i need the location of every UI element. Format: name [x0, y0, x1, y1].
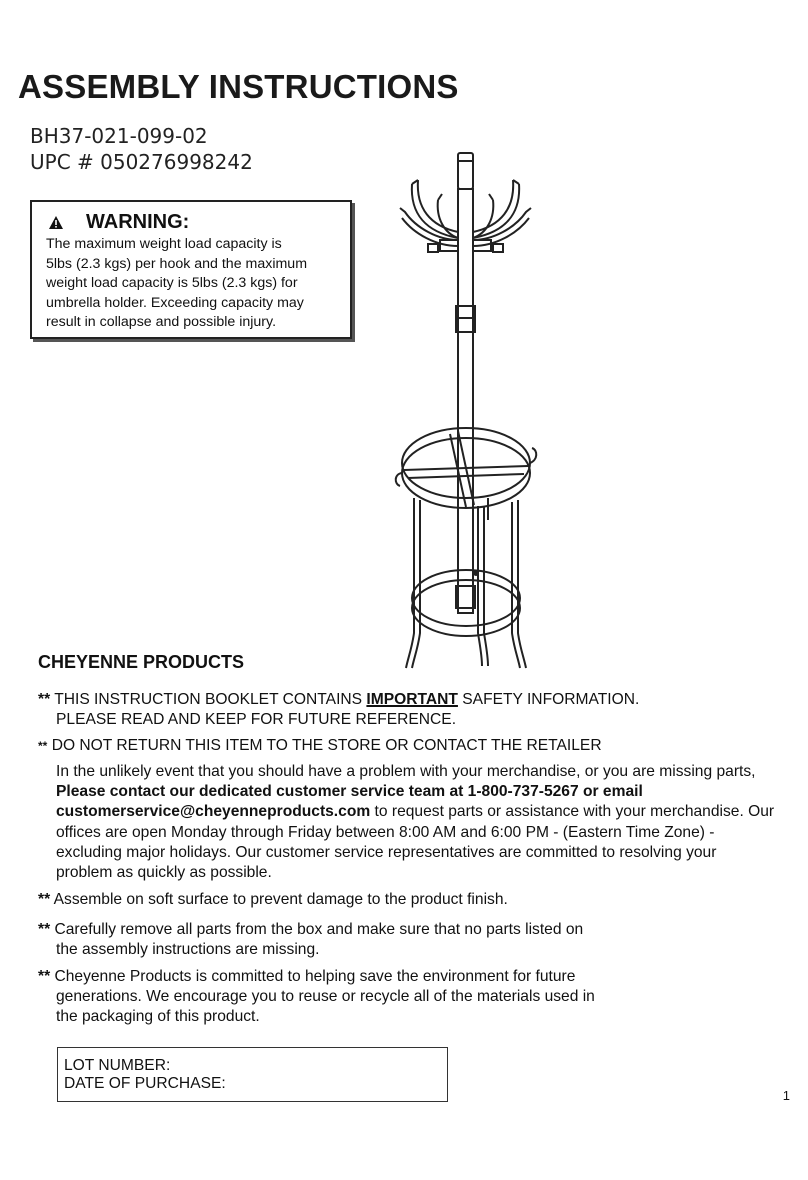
warning-title: WARNING:: [86, 210, 190, 233]
important-emphasis: IMPORTANT: [366, 691, 458, 708]
note-text: SAFETY INFORMATION.: [457, 691, 640, 708]
note-text: the packaging of this product.: [56, 1008, 260, 1025]
para-text: to request parts or assistance with your merchandise. Our offices are open Monday through Friday between 8:00 AM and 6:00 PM - (Eastern Time Zone) - excluding major holidays. Our customer service representatives are committed to resolving your problem as quickly as possible.: [56, 803, 775, 882]
bullet-marker: **: [38, 968, 51, 985]
warning-line: result in collapse and possible injury.: [46, 314, 277, 331]
coat-rack-illustration: [378, 128, 558, 673]
upc-code: UPC # 050276998242: [30, 150, 253, 174]
bullet-marker: **: [38, 691, 51, 708]
safety-note: [38, 690, 639, 730]
warning-box: [30, 200, 352, 339]
note-text: DO NOT RETURN THIS ITEM TO THE STORE OR CONTACT THE RETAILER: [51, 737, 602, 754]
customer-service-paragraph: [56, 762, 776, 883]
surface-note: [38, 890, 508, 910]
note-text: Carefully remove all parts from the box and make sure that no parts listed on: [54, 921, 584, 938]
note-text: THIS INSTRUCTION BOOKLET CONTAINS: [54, 691, 367, 708]
warning-text: [46, 235, 340, 333]
warning-line: umbrella holder. Exceeding capacity may: [46, 294, 304, 311]
para-text: In the unlikely event that you should have a problem with your merchandise, or you are missing parts,: [56, 763, 756, 780]
note-text: Assemble on soft surface to prevent damage to the product finish.: [53, 891, 508, 908]
lot-number-label: LOT NUMBER:: [64, 1057, 171, 1074]
return-note: [38, 736, 602, 756]
page-number: 1: [782, 1088, 790, 1103]
model-code: BH37-021-099-02: [30, 124, 208, 148]
warning-triangle-icon: [48, 215, 64, 230]
bullet-marker: **: [38, 891, 51, 908]
warning-line: 5lbs (2.3 kgs) per hook and the maximum: [46, 255, 308, 272]
warning-line: The maximum weight load capacity is: [46, 236, 282, 252]
parts-note: [38, 920, 583, 960]
date-of-purchase-label: DATE OF PURCHASE:: [64, 1075, 226, 1092]
warning-line: weight load capacity is 5lbs (2.3 kgs) for: [46, 275, 298, 292]
page-title: ASSEMBLY INSTRUCTIONS: [18, 68, 459, 105]
company-name: CHEYENNE PRODUCTS: [38, 652, 245, 672]
purchase-record-box: [57, 1047, 448, 1102]
note-text: the assembly instructions are missing.: [56, 941, 320, 958]
contact-info: Please contact our dedicated customer service team at 1-800-737-5267 or email customerservice@cheyenneproducts.com: [56, 783, 643, 821]
bullet-marker: **: [38, 739, 48, 753]
note-text: generations. We encourage you to reuse or recycle all of the materials used in: [56, 988, 595, 1005]
note-text: Cheyenne Products is committed to helping save the environment for future: [54, 968, 576, 985]
environment-note: [38, 967, 595, 1027]
warning-header: [46, 210, 340, 234]
note-text: PLEASE READ AND KEEP FOR FUTURE REFERENCE.: [56, 711, 457, 728]
bullet-marker: **: [38, 921, 51, 938]
